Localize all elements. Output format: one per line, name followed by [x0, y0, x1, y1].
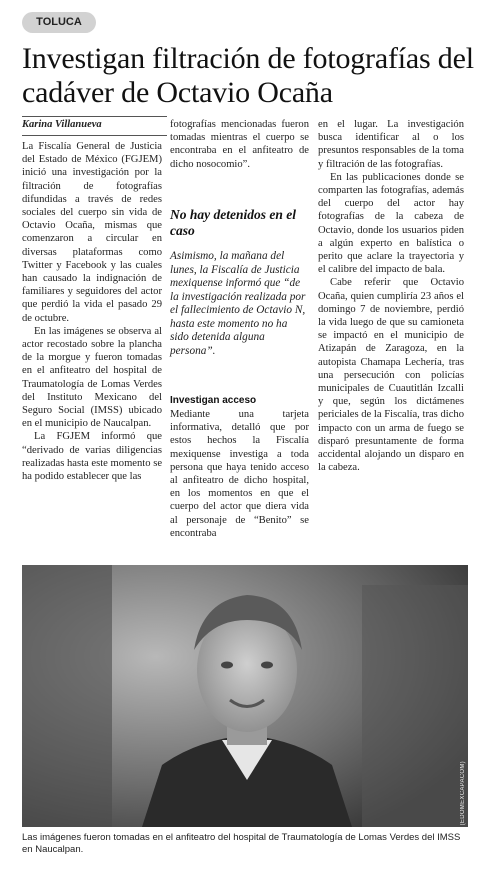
subhead: No hay detenidos en el caso: [170, 207, 296, 238]
byline-rule-bottom: [22, 135, 167, 136]
paragraph: Mediante una tarjeta informativa, detalló que por estos hechos la Fiscalía mexiquense investiga a toda persona que haya tenido acceso al anfiteatro de dicho hospital, en los momentos en que el cuerpo del actor que diera vida al personaje de “Benito” se encontraba: [170, 409, 309, 539]
section-tag: TOLUCA: [22, 12, 96, 33]
byline-rule-top: [22, 116, 167, 117]
paragraph: en el lugar. La investigación busca identificar al o los presuntos responsables de la toma y filtración de las fotografías.: [318, 119, 464, 170]
headline: Investigan filtración de fotografías del cadáver de Octavio Ocaña: [22, 42, 474, 109]
portrait-illustration: [22, 565, 468, 827]
paragraph: La FGJEM informó que “derivado de varias diligencias realizadas hasta este momento se ha podido establecer que las: [22, 431, 163, 483]
paragraph: La Fiscalía General de Justicia del Estado de México (FGJEM) inició una investigación por la filtración de fotografías difundidas a través de redes sociales del cuerpo sin vida de Octavio Ocaña, mismas que comenzaron a circular en diversas plataformas como Twitter y Facebook y las cuales han causado la indignación de familiares y seguidores del actor que perdió la vida el pasado 29 de octubre.: [22, 141, 162, 324]
paragraph: fotografías mencionadas fueron tomadas mientras el cuerpo se encontraba en el anfiteatro de dicho nosocomio”.: [170, 119, 309, 170]
paragraph: En las imágenes se observa al actor recostado sobre la plancha de la morgue y fueron tomadas en el anfiteatro del hospital de Traumatología de Lomas Verdes del Instituto Mexicano del Seguro Social (IMSS) ubicado en el municipio de Naucalpan.: [22, 325, 162, 430]
column-3: [318, 118, 464, 474]
section-heading: Investigan acceso: [170, 395, 257, 406]
column-2-top: [170, 118, 309, 171]
photo-caption: Las imágenes fueron tomadas en el anfiteatro del hospital de Traumatología de Lomas Verdes del IMSS en Naucalpan.: [22, 832, 461, 855]
paragraph: Cabe referir que Octavio Ocaña, quien cumpliría 23 años el domingo 7 de noviembre, perdió la vida luego de que su camioneta se impactó en el municipio de Atizapán de Zaragoza, en la autopista Chamapa Lechería, tras una persecución con policías municipales de Cuautitlán Izcalli y que, según los dictámenes periciales de la Fiscalía, tras dicho impacto con un arma de fuego se disparó presuntamente de forma accidental alojando un disparo en la cabeza.: [318, 277, 464, 474]
byline: Karina Villanueva: [22, 119, 102, 130]
photo-portrait: [22, 565, 468, 827]
photo-credit: (EDOMEXCAPACOM): [460, 761, 466, 826]
column-1: [22, 140, 162, 483]
column-2-bottom: [170, 408, 309, 540]
pull-quote: Asimismo, la mañana del lunes, la Fiscalía de Justicia mexiquense informó que “de la investigación realizada por el fallecimiento de Octavio N, hasta este momento no ha sido detenida alguna persona”.: [170, 250, 306, 357]
paragraph: En las publicaciones donde se comparten las fotografías, además del cuerpo del actor hay fotografías de la cabeza de Octavio, donde los usuarios piden a algún experto en balística o perito que aclare la trayectoria y el calibre del impacto de bala.: [318, 171, 464, 276]
